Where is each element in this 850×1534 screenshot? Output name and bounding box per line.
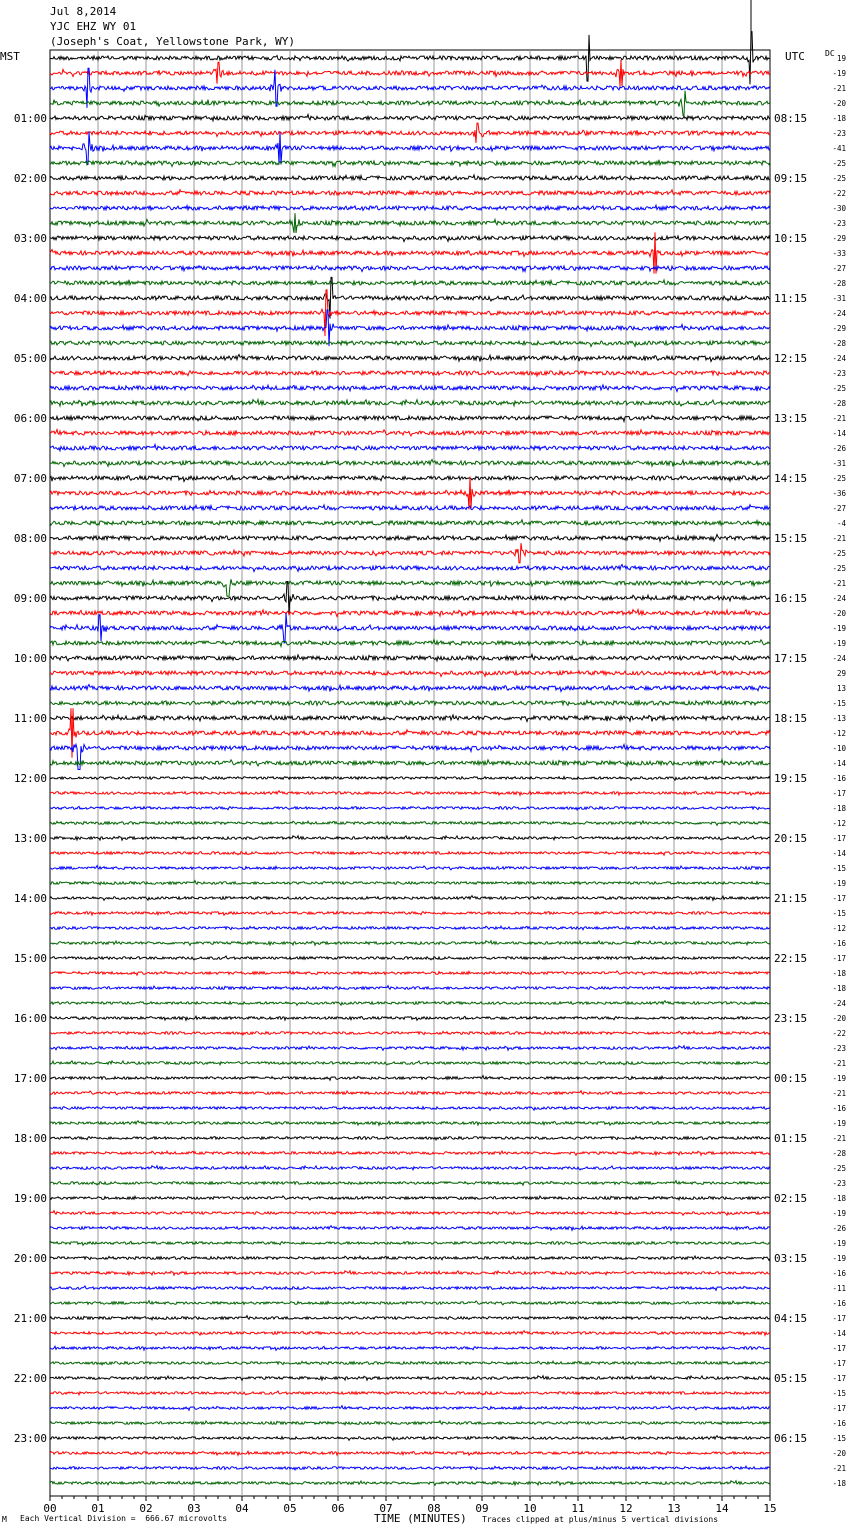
dc-offset-label: -28 bbox=[832, 339, 846, 348]
left-hour-label: 15:00 bbox=[13, 952, 47, 965]
right-hour-label: 02:15 bbox=[774, 1192, 808, 1205]
seismic-trace bbox=[50, 1166, 770, 1170]
dc-offset-label: -30 bbox=[832, 204, 846, 213]
seismic-trace bbox=[50, 911, 770, 915]
seismic-trace bbox=[50, 60, 770, 86]
dc-offset-label: -16 bbox=[832, 1104, 846, 1113]
dc-offset-label: -16 bbox=[832, 1299, 846, 1308]
seismic-trace bbox=[50, 205, 770, 210]
right-hour-label: 13:15 bbox=[774, 412, 808, 425]
seismic-trace bbox=[50, 1046, 770, 1051]
left-hour-label: 08:00 bbox=[13, 532, 47, 545]
dc-offset-label: -16 bbox=[832, 1269, 846, 1278]
right-hour-label: 11:15 bbox=[774, 292, 808, 305]
footer-corner-mark: M bbox=[2, 1515, 7, 1524]
seismic-trace bbox=[50, 941, 770, 946]
dc-offset-label: -17 bbox=[832, 789, 846, 798]
left-hour-label: 05:00 bbox=[13, 352, 47, 365]
dc-offset-label: -24 bbox=[832, 594, 846, 603]
seismic-trace bbox=[50, 1301, 770, 1305]
dc-offset-label: -21 bbox=[832, 579, 846, 588]
seismic-trace bbox=[50, 1091, 770, 1095]
dc-offset-label: -31 bbox=[832, 459, 846, 468]
seismic-trace bbox=[50, 1107, 770, 1111]
seismic-trace bbox=[50, 579, 770, 596]
dc-offset-label: -10 bbox=[832, 744, 846, 753]
seismic-trace bbox=[50, 543, 770, 563]
seismic-trace bbox=[50, 476, 770, 482]
seismic-trace bbox=[50, 132, 770, 165]
seismic-trace bbox=[50, 175, 770, 180]
dc-offset-label: -19 bbox=[832, 1209, 846, 1218]
left-hour-label: 06:00 bbox=[13, 412, 47, 425]
dc-offset-label: 29 bbox=[836, 669, 846, 678]
dc-offset-label: -15 bbox=[832, 909, 846, 918]
seismic-trace bbox=[50, 32, 770, 85]
right-hour-label: 05:15 bbox=[774, 1372, 808, 1385]
dc-offset-label: -19 bbox=[832, 624, 846, 633]
left-hour-label: 13:00 bbox=[13, 832, 47, 845]
seismic-trace bbox=[50, 160, 770, 167]
dc-offset-label: -12 bbox=[832, 924, 846, 933]
seismic-trace bbox=[50, 477, 770, 510]
dc-offset-label: -26 bbox=[832, 444, 846, 453]
seismic-trace bbox=[50, 881, 770, 885]
x-tick-label: 07 bbox=[379, 1502, 393, 1515]
seismic-trace bbox=[50, 1226, 770, 1231]
x-tick-label: 15 bbox=[763, 1502, 777, 1515]
dc-offset-label: -21 bbox=[832, 1089, 846, 1098]
x-tick-label: 09 bbox=[475, 1502, 489, 1515]
dc-offset-label: -21 bbox=[832, 84, 846, 93]
left-hour-label: 19:00 bbox=[13, 1192, 47, 1205]
seismic-trace bbox=[50, 123, 770, 143]
seismic-trace bbox=[50, 1136, 770, 1140]
right-hour-label: 16:15 bbox=[774, 592, 808, 605]
seismic-trace bbox=[50, 1271, 770, 1275]
seismic-trace bbox=[50, 385, 770, 392]
right-hour-label: 09:15 bbox=[774, 172, 808, 185]
left-hour-label: 18:00 bbox=[13, 1132, 47, 1145]
right-hour-label: 19:15 bbox=[774, 772, 808, 785]
x-tick-label: 10 bbox=[523, 1502, 537, 1515]
seismic-trace bbox=[50, 777, 770, 781]
dc-offset-label: -17 bbox=[832, 1359, 846, 1368]
seismic-trace bbox=[50, 1436, 770, 1441]
seismic-trace bbox=[50, 91, 770, 116]
x-tick-label: 06 bbox=[331, 1502, 345, 1515]
right-hour-label: 21:15 bbox=[774, 892, 808, 905]
dc-offset-label: -14 bbox=[832, 1329, 846, 1338]
left-hour-label: 21:00 bbox=[13, 1312, 47, 1325]
seismic-trace bbox=[50, 1151, 770, 1155]
left-hour-label: 09:00 bbox=[13, 592, 47, 605]
dc-offset-label: -27 bbox=[832, 504, 846, 513]
dc-offset-label: -15 bbox=[832, 699, 846, 708]
dc-offset-label: -25 bbox=[832, 1164, 846, 1173]
right-hour-label: 00:15 bbox=[774, 1072, 808, 1085]
seismic-trace bbox=[50, 708, 770, 758]
seismic-trace bbox=[50, 610, 770, 617]
seismic-trace bbox=[50, 460, 770, 467]
right-hour-label: 01:15 bbox=[774, 1132, 808, 1145]
dc-offset-label: -18 bbox=[832, 1479, 846, 1488]
dc-offset-label: -17 bbox=[832, 1344, 846, 1353]
dc-offset-label: -23 bbox=[832, 129, 846, 138]
dc-offset-label: -25 bbox=[832, 384, 846, 393]
dc-offset-label: -20 bbox=[832, 1449, 846, 1458]
dc-offset-label: -22 bbox=[832, 189, 846, 198]
dc-offset-label: -14 bbox=[832, 849, 846, 858]
header-date: Jul 8,2014 bbox=[50, 5, 117, 18]
dc-offset-label: -19 bbox=[832, 639, 846, 648]
right-hour-label: 06:15 bbox=[774, 1432, 808, 1445]
left-hour-label: 11:00 bbox=[13, 712, 47, 725]
dc-offset-label: -26 bbox=[832, 1224, 846, 1233]
dc-offset-label: -20 bbox=[832, 1014, 846, 1023]
dc-offset-label: -23 bbox=[832, 219, 846, 228]
right-hour-label: 17:15 bbox=[774, 652, 808, 665]
dc-offset-label: -15 bbox=[832, 1389, 846, 1398]
left-hour-label: 07:00 bbox=[13, 472, 47, 485]
dc-offset-label: -17 bbox=[832, 954, 846, 963]
dc-offset-label: -31 bbox=[832, 294, 846, 303]
dc-offset-label: -20 bbox=[832, 99, 846, 108]
x-tick-label: 03 bbox=[187, 1502, 201, 1515]
dc-offset-label: -23 bbox=[832, 369, 846, 378]
right-hour-label: 20:15 bbox=[774, 832, 808, 845]
x-tick-label: 05 bbox=[283, 1502, 297, 1515]
seismic-trace bbox=[50, 806, 770, 810]
dc-offset-label: -24 bbox=[832, 654, 846, 663]
dc-offset-label: -36 bbox=[832, 489, 846, 498]
dc-offset-label: -24 bbox=[832, 309, 846, 318]
left-hour-label: 14:00 bbox=[13, 892, 47, 905]
dc-offset-label: -15 bbox=[832, 864, 846, 873]
dc-offset-label: -21 bbox=[832, 1464, 846, 1473]
header-location: (Joseph's Coat, Yellowstone Park, WY) bbox=[50, 35, 296, 48]
dc-offset-label: -21 bbox=[832, 1134, 846, 1143]
dc-offset-label: -12 bbox=[832, 819, 846, 828]
left-hour-label: 23:00 bbox=[13, 1432, 47, 1445]
seismic-trace bbox=[50, 310, 770, 346]
dc-offset-label: -16 bbox=[832, 939, 846, 948]
left-hour-label: 01:00 bbox=[13, 112, 47, 125]
dc-offset-label: -19 bbox=[832, 1254, 846, 1263]
dc-offset-label: -14 bbox=[832, 759, 846, 768]
left-hour-label: 02:00 bbox=[13, 172, 47, 185]
right-hour-label: 22:15 bbox=[774, 952, 808, 965]
dc-offset-label: -23 bbox=[832, 1044, 846, 1053]
dc-offset-label: -28 bbox=[832, 1149, 846, 1158]
seismic-trace bbox=[50, 1466, 770, 1470]
dc-offset-label: -17 bbox=[832, 1374, 846, 1383]
left-hour-label: 17:00 bbox=[13, 1072, 47, 1085]
dc-offset-label: -21 bbox=[832, 1059, 846, 1068]
dc-offset-label: -14 bbox=[832, 429, 846, 438]
dc-offset-label: -19 bbox=[832, 1119, 846, 1128]
seismic-trace bbox=[50, 520, 770, 525]
dc-offset-label: -18 bbox=[832, 114, 846, 123]
dc-offset-label: -25 bbox=[832, 159, 846, 168]
seismic-trace bbox=[50, 355, 770, 362]
seismic-trace bbox=[50, 715, 770, 722]
seismic-trace bbox=[50, 582, 770, 615]
dc-offset-label: -16 bbox=[832, 1419, 846, 1428]
seismic-trace bbox=[50, 1286, 770, 1290]
left-hour-label: 10:00 bbox=[13, 652, 47, 665]
seismic-trace bbox=[50, 1391, 770, 1395]
seismic-trace bbox=[50, 821, 770, 825]
dc-offset-label: -29 bbox=[832, 324, 846, 333]
dc-offset-label: 19 bbox=[836, 54, 846, 63]
left-hour-label: 20:00 bbox=[13, 1252, 47, 1265]
seismic-trace bbox=[50, 866, 770, 870]
dc-offset-label: -18 bbox=[832, 804, 846, 813]
dc-offset-label: -41 bbox=[832, 144, 846, 153]
dc-offset-label: 13 bbox=[836, 684, 846, 693]
seismic-trace bbox=[50, 1121, 770, 1126]
dc-offset-label: -13 bbox=[832, 714, 846, 723]
x-tick-label: 00 bbox=[43, 1502, 57, 1515]
seismic-trace bbox=[50, 1196, 770, 1200]
seismic-trace bbox=[50, 971, 770, 976]
seismic-trace bbox=[50, 1406, 770, 1411]
seismic-trace bbox=[50, 926, 770, 930]
seismic-trace bbox=[50, 1001, 770, 1006]
dc-offset-label: -21 bbox=[832, 534, 846, 543]
dc-offset-label: -21 bbox=[832, 414, 846, 423]
dc-label: DC bbox=[825, 49, 835, 58]
seismic-trace bbox=[50, 1241, 770, 1245]
seismic-trace bbox=[50, 986, 770, 990]
left-hour-label: 12:00 bbox=[13, 772, 47, 785]
seismic-trace bbox=[50, 851, 770, 855]
seismic-trace bbox=[50, 430, 770, 436]
dc-offset-label: -11 bbox=[832, 1284, 846, 1293]
dc-offset-label: -18 bbox=[832, 969, 846, 978]
seismic-trace bbox=[50, 190, 770, 195]
right-hour-label: 12:15 bbox=[774, 352, 808, 365]
seismic-trace bbox=[50, 341, 770, 347]
right-timezone-label: UTC bbox=[785, 50, 805, 63]
right-hour-label: 08:15 bbox=[774, 112, 808, 125]
dc-offset-label: -25 bbox=[832, 549, 846, 558]
dc-offset-label: -23 bbox=[832, 1179, 846, 1188]
seismic-trace bbox=[50, 280, 770, 285]
seismic-trace bbox=[50, 1346, 770, 1350]
seismic-trace bbox=[50, 1451, 770, 1455]
x-tick-label: 11 bbox=[571, 1502, 585, 1515]
dc-offset-label: -33 bbox=[832, 249, 846, 258]
seismic-trace bbox=[50, 1316, 770, 1320]
dc-offset-label: -24 bbox=[832, 999, 846, 1008]
seismic-trace bbox=[50, 416, 770, 422]
dc-offset-label: -17 bbox=[832, 1314, 846, 1323]
seismic-trace bbox=[50, 236, 770, 242]
x-tick-label: 02 bbox=[139, 1502, 153, 1515]
x-tick-label: 08 bbox=[427, 1502, 441, 1515]
seismic-trace bbox=[50, 1061, 770, 1065]
seismic-trace bbox=[50, 535, 770, 542]
seismic-trace bbox=[50, 1256, 770, 1260]
dc-offset-label: -24 bbox=[832, 354, 846, 363]
seismic-trace bbox=[50, 896, 770, 901]
left-hour-label: 22:00 bbox=[13, 1372, 47, 1385]
seismic-trace bbox=[50, 445, 770, 451]
right-hour-label: 14:15 bbox=[774, 472, 808, 485]
seismic-trace bbox=[50, 1421, 770, 1425]
seismic-trace bbox=[50, 1016, 770, 1020]
right-hour-label: 03:15 bbox=[774, 1252, 808, 1265]
dc-offset-label: -22 bbox=[832, 1029, 846, 1038]
dc-offset-label: -28 bbox=[832, 279, 846, 288]
seismic-trace bbox=[50, 505, 770, 510]
footer-division-note: Each Vertical Division = 666.67 microvolts bbox=[20, 1514, 228, 1523]
dc-offset-label: -29 bbox=[832, 234, 846, 243]
dc-offset-label: -19 bbox=[832, 1074, 846, 1083]
dc-offset-label: -12 bbox=[832, 729, 846, 738]
right-hour-label: 10:15 bbox=[774, 232, 808, 245]
right-hour-label: 15:15 bbox=[774, 532, 808, 545]
seismic-trace bbox=[50, 655, 770, 661]
dc-offset-label: -27 bbox=[832, 264, 846, 273]
dc-offset-label: -28 bbox=[832, 399, 846, 408]
dc-offset-label: -19 bbox=[832, 1239, 846, 1248]
seismic-trace bbox=[50, 685, 770, 692]
seismic-trace bbox=[50, 1211, 770, 1216]
dc-offset-label: -25 bbox=[832, 474, 846, 483]
dc-offset-label: -19 bbox=[832, 879, 846, 888]
seismic-trace bbox=[50, 1181, 770, 1186]
seismic-trace bbox=[50, 701, 770, 707]
seismic-trace bbox=[50, 371, 770, 377]
seismic-trace bbox=[50, 1481, 770, 1486]
seismic-trace bbox=[50, 613, 770, 643]
dc-offset-label: -18 bbox=[832, 984, 846, 993]
dc-offset-label: -25 bbox=[832, 564, 846, 573]
x-tick-label: 14 bbox=[715, 1502, 729, 1515]
dc-offset-label: -20 bbox=[832, 609, 846, 618]
seismic-trace bbox=[50, 115, 770, 121]
left-hour-label: 16:00 bbox=[13, 1012, 47, 1025]
dc-offset-label: -19 bbox=[832, 69, 846, 78]
dc-offset-label: -25 bbox=[832, 174, 846, 183]
seismic-trace bbox=[50, 1076, 770, 1081]
left-hour-label: 03:00 bbox=[13, 232, 47, 245]
right-hour-label: 04:15 bbox=[774, 1312, 808, 1325]
seismic-trace bbox=[50, 640, 770, 647]
x-tick-label: 13 bbox=[667, 1502, 681, 1515]
x-tick-label: 01 bbox=[91, 1502, 105, 1515]
dc-offset-label: -15 bbox=[832, 1434, 846, 1443]
dc-offset-label: -18 bbox=[832, 1194, 846, 1203]
seismic-trace bbox=[50, 565, 770, 572]
seismic-trace bbox=[50, 400, 770, 407]
header-station: YJC EHZ WY 01 bbox=[50, 20, 137, 33]
footer-clipping-note: Traces clipped at plus/minus 5 vertical divisions bbox=[482, 1515, 719, 1524]
x-tick-label: 12 bbox=[619, 1502, 633, 1515]
dc-offset-label: -17 bbox=[832, 1404, 846, 1413]
seismic-trace bbox=[50, 1376, 770, 1381]
x-axis-title: TIME (MINUTES) bbox=[374, 1512, 467, 1525]
seismic-trace bbox=[50, 671, 770, 677]
dc-offset-label: -16 bbox=[832, 774, 846, 783]
seismic-trace bbox=[50, 956, 770, 960]
seismic-trace bbox=[50, 266, 770, 272]
right-hour-label: 23:15 bbox=[774, 1012, 808, 1025]
left-hour-label: 04:00 bbox=[13, 292, 47, 305]
seismic-trace bbox=[50, 1031, 770, 1035]
seismic-trace bbox=[50, 836, 770, 840]
x-tick-label: 04 bbox=[235, 1502, 249, 1515]
dc-offset-label: -4 bbox=[836, 519, 846, 528]
right-hour-label: 18:15 bbox=[774, 712, 808, 725]
seismic-trace bbox=[50, 791, 770, 796]
dc-offset-label: -17 bbox=[832, 894, 846, 903]
dc-offset-label: -17 bbox=[832, 834, 846, 843]
seismic-trace bbox=[50, 760, 770, 766]
left-timezone-label: MST bbox=[0, 50, 20, 63]
seismic-trace bbox=[50, 1331, 770, 1336]
seismic-trace bbox=[50, 213, 770, 233]
seismic-trace bbox=[50, 1361, 770, 1365]
